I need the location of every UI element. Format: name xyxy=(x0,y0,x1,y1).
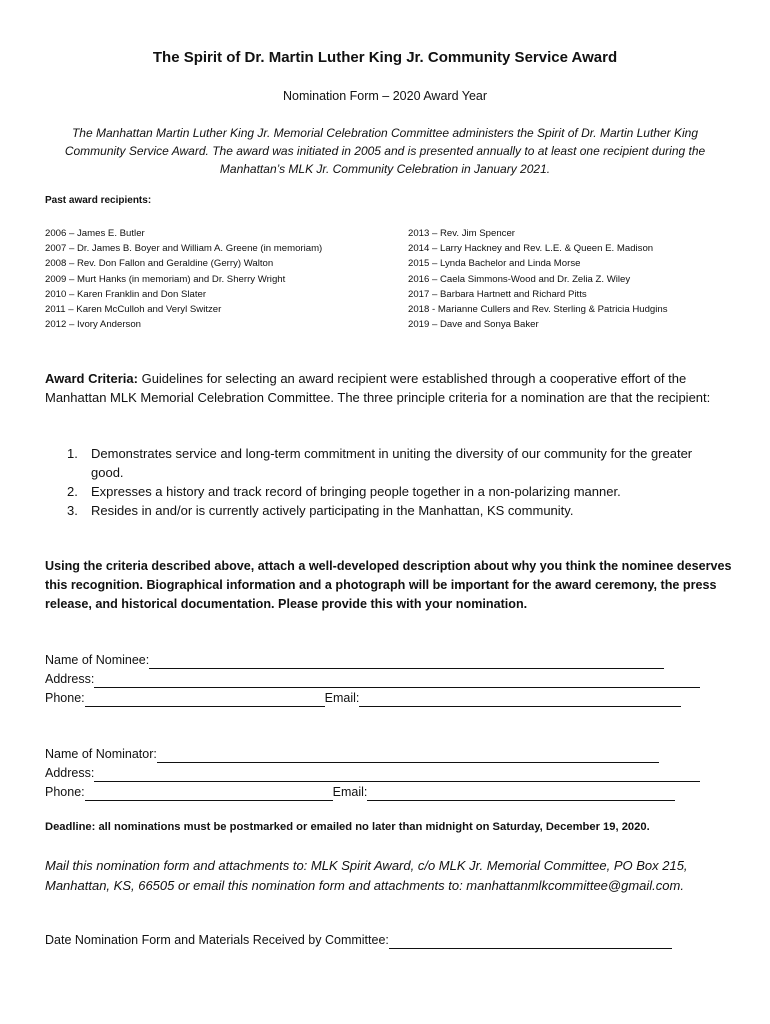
mailing-instructions: Mail this nomination form and attachments to: MLK Spirit Award, c/o MLK Jr. Memorial Committee, PO Box 215, Manhattan, KS, 66505 or email this nomination form and attachments to: manhattanmlkcommittee@gmail.com. xyxy=(45,858,688,893)
award-criteria-paragraph xyxy=(45,369,725,407)
nominator-email-label: Email: xyxy=(332,785,368,799)
nominee-email-label: Email: xyxy=(324,691,360,705)
nominee-phone-label: Phone: xyxy=(45,691,85,705)
nominator-name-label: Name of Nominator: xyxy=(45,747,157,761)
nominee-name-label: Name of Nominee: xyxy=(45,653,150,667)
nominee-email-field[interactable] xyxy=(359,693,681,707)
recipient-item: 2019 – Dave and Sonya Baker xyxy=(408,319,539,331)
recipient-item: 2016 – Caela Simmons-Wood and Dr. Zelia Z. Wiley xyxy=(408,273,631,285)
recipient-item: 2013 – Rev. Jim Spencer xyxy=(408,228,516,239)
recipient-item: 2015 – Lynda Bachelor and Linda Morse xyxy=(408,258,581,270)
criteria-item xyxy=(45,501,725,520)
received-date-label: Date Nomination Form and Materials Received by Committee: xyxy=(45,933,389,947)
nominee-address-label: Address: xyxy=(45,672,95,686)
nominator-phone-label: Phone: xyxy=(45,785,85,799)
nominator-name-row xyxy=(45,745,659,763)
award-criteria-text: Guidelines for selecting an award recipient were established through a cooperative effort of the Manhattan MLK Memorial Celebration Committee. The three principle criteria for a nomination are that the recipient: xyxy=(45,371,711,405)
recipient-item: 2007 – Dr. James B. Boyer and William A. Greene (in memoriam) xyxy=(45,243,323,255)
criteria-number: 1. xyxy=(67,446,78,461)
nominee-name-row xyxy=(45,651,664,669)
recipient-item: 2017 – Barbara Hartnett and Richard Pitts xyxy=(408,288,587,300)
nominee-address-row xyxy=(45,670,700,688)
page-subtitle: Nomination Form – 2020 Award Year xyxy=(282,89,488,103)
intro-paragraph: The Manhattan Martin Luther King Jr. Memorial Celebration Committee administers the Spirit of Dr. Martin Luther King Community Service Award. The award was initiated in 2005 and is presented annually to at least one recipient during the Manhattan’s MLK Jr. Community Celebration in January 2021. xyxy=(64,126,706,176)
nominee-address-field[interactable] xyxy=(94,674,700,688)
nominator-name-field[interactable] xyxy=(157,749,659,763)
recipient-item: 2006 – James E. Butler xyxy=(45,228,145,239)
received-date-row xyxy=(45,931,672,949)
nominator-address-label: Address: xyxy=(45,766,95,780)
criteria-item xyxy=(45,444,725,482)
criteria-text: Demonstrates service and long-term commitment in uniting the diversity of our community for the greater good. xyxy=(91,446,693,480)
criteria-item xyxy=(45,482,725,501)
recipient-item: 2009 – Murt Hanks (in memoriam) and Dr. Sherry Wright xyxy=(45,273,286,285)
recipient-item: 2008 – Rev. Don Fallon and Geraldine (Gerry) Walton xyxy=(45,258,274,270)
award-criteria-label: Award Criteria: xyxy=(45,371,138,386)
criteria-list xyxy=(45,444,725,520)
page-title: The Spirit of Dr. Martin Luther King Jr. Community Service Award xyxy=(152,49,618,66)
criteria-number: 3. xyxy=(67,503,78,518)
nominator-email-field[interactable] xyxy=(367,787,675,801)
past-recipients-left-column xyxy=(45,226,322,332)
recipient-item: 2018 - Marianne Cullers and Rev. Sterling & Patricia Hudgins xyxy=(408,304,668,316)
nominator-address-row xyxy=(45,764,700,782)
past-recipients-heading: Past award recipients: xyxy=(45,195,152,206)
criteria-number: 2. xyxy=(67,484,78,499)
recipient-item: 2010 – Karen Franklin and Don Slater xyxy=(45,288,207,300)
past-recipients-right-column xyxy=(408,226,668,332)
nominee-contact-row xyxy=(45,689,681,707)
nominator-phone-field[interactable] xyxy=(85,787,333,801)
nominator-contact-row xyxy=(45,783,675,801)
criteria-text: Expresses a history and track record of bringing people together in a non-polarizing manner. xyxy=(91,484,621,499)
recipient-item: 2012 – Ivory Anderson xyxy=(45,319,142,331)
recipient-item: 2011 – Karen McCulloh and Veryl Switzer xyxy=(45,304,222,316)
criteria-text: Resides in and/or is currently actively participating in the Manhattan, KS community. xyxy=(91,503,574,518)
nominee-name-field[interactable] xyxy=(149,655,664,669)
recipient-item: 2014 – Larry Hackney and Rev. L.E. & Queen E. Madison xyxy=(408,243,654,255)
submission-instructions: Using the criteria described above, attach a well-developed description about why you think the nominee deserves this recognition. Biographical information and a photograph will be important for the award ceremony, the press release, and historical documentation. Please provide this with your nomination. xyxy=(45,559,732,611)
nominator-address-field[interactable] xyxy=(94,768,700,782)
nominee-phone-field[interactable] xyxy=(85,693,325,707)
received-date-field[interactable] xyxy=(389,935,672,949)
deadline-notice: Deadline: all nominations must be postmarked or emailed no later than midnight on Saturday, December 19, 2020. xyxy=(45,821,650,833)
